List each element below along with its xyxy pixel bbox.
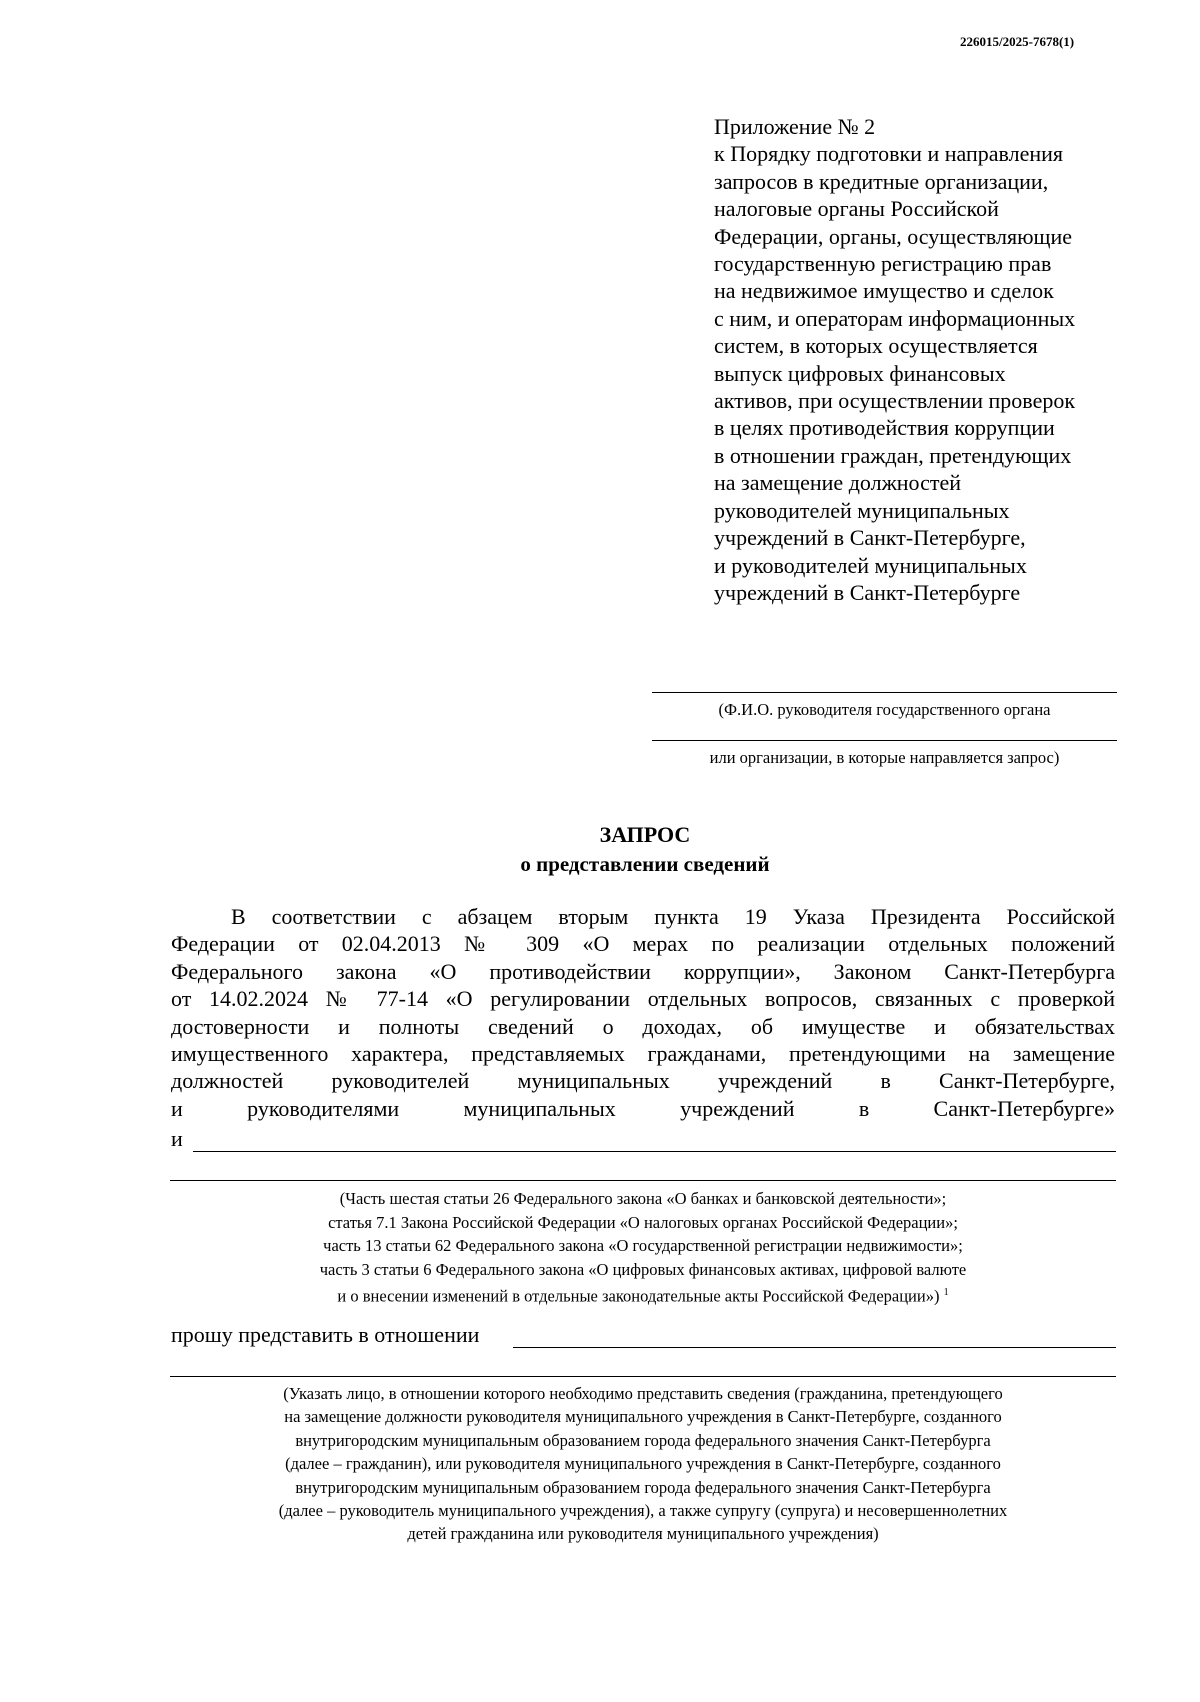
- appendix-line: налоговые органы Российской: [714, 196, 999, 222]
- body-line: В соответствии с абзацем вторым пункта 19 Указа Президента Российской: [231, 904, 1115, 929]
- body-line: Федерации от 02.04.2013 № 309 «О мерах по реализации отдельных положений: [171, 931, 1115, 957]
- document-subtitle: о представлении сведений: [520, 852, 770, 876]
- legal-basis-fill-line[interactable]: [170, 1180, 1116, 1181]
- legal-basis-line: часть 13 статьи 62 Федерального закона «О государственной регистрации недвижимости»;: [323, 1236, 963, 1256]
- appendix-line: в целях противодействия коррупции: [714, 415, 1055, 441]
- appendix-line: и руководителей муниципальных: [714, 552, 1027, 578]
- addressee-fill-line-1[interactable]: [652, 692, 1117, 693]
- body-line: от 14.02.2024 № 77-14 «О регулировании отдельных вопросов, связанных с проверкой: [171, 986, 1115, 1012]
- legal-basis-line: (Часть шестая статьи 26 Федерального закона «О банках и банковской деятельности»;: [339, 1189, 947, 1208]
- and-word: и: [171, 1126, 183, 1151]
- body-line: и руководителями муниципальных учреждений в Санкт-Петербурге»: [171, 1095, 1115, 1121]
- legal-basis-last-text: и о внесении изменений в отдельные законодательные акты Российской Федерации»): [337, 1286, 940, 1306]
- person-note-line: (далее – гражданин), или руководителя муниципального учреждения в Санкт-Петербурге, созданного: [285, 1454, 1001, 1474]
- person-fill-line-1[interactable]: [513, 1347, 1116, 1348]
- request-label: прошу представить в отношении: [171, 1322, 480, 1347]
- person-note-line: на замещение должности руководителя муниципального учреждения в Санкт-Петербурге, созданного: [284, 1407, 1002, 1427]
- body-line: должностей руководителей муниципальных учреждений в Санкт-Петербурге,: [171, 1068, 1115, 1094]
- person-note-line: детей гражданина или руководителя муниципального учреждения): [407, 1524, 879, 1544]
- appendix-line: учреждений в Санкт-Петербурге: [714, 579, 1021, 605]
- appendix-line: в отношении граждан, претендующих: [714, 442, 1072, 468]
- body-paragraph: [171, 903, 1115, 1122]
- appendix-line: выпуск цифровых финансовых: [714, 360, 1006, 386]
- registration-number: 226015/2025-7678(1): [960, 34, 1075, 49]
- person-note-line: (далее – руководитель муниципального учреждения), а также супругу (супруга) и несовершеннолетних: [278, 1501, 1008, 1521]
- body-line: Федерального закона «О противодействии коррупции», Законом Санкт-Петербурга: [171, 958, 1115, 984]
- person-note-line: внутригородским муниципальным образованием города федерального значения Санкт-Петербурга: [295, 1477, 991, 1497]
- appendix-line: систем, в которых осуществляется: [714, 333, 1038, 359]
- appendix-line: запросов в кредитные организации,: [714, 168, 1049, 194]
- addressee-caption-2: или организации, в которые направляется запрос): [709, 748, 1060, 767]
- and-fill-line[interactable]: [193, 1151, 1116, 1152]
- appendix-line: с ним, и операторам информационных: [714, 305, 1076, 331]
- body-line: достоверности и полноты сведений о доходах, об имуществе и обязательствах: [171, 1013, 1115, 1039]
- appendix-header: [714, 113, 1134, 606]
- appendix-line: активов, при осуществлении проверок: [714, 388, 1076, 414]
- person-fill-line-2[interactable]: [170, 1376, 1116, 1377]
- appendix-line: на недвижимое имущество и сделок: [714, 278, 1054, 304]
- appendix-line: руководителей муниципальных: [714, 497, 1010, 523]
- addressee-fill-line-2[interactable]: [652, 740, 1117, 741]
- person-note-line: внутригородским муниципальным образованием города федерального значения Санкт-Петербурга: [295, 1430, 991, 1450]
- addressee-caption-1: (Ф.И.О. руководителя государственного органа: [718, 700, 1051, 719]
- appendix-line: на замещение должностей: [714, 470, 962, 496]
- document-title: ЗАПРОС: [599, 822, 691, 847]
- footnote-mark: 1: [943, 1287, 949, 1299]
- legal-basis-line: [170, 1281, 1116, 1308]
- appendix-line: Федерации, органы, осуществляющие: [714, 223, 1073, 249]
- appendix-line: государственную регистрацию прав: [714, 251, 1052, 277]
- legal-basis-line: часть 3 статьи 6 Федерального закона «О цифровых финансовых активах, цифровой валюте: [319, 1259, 967, 1279]
- appendix-line: к Порядку подготовки и направления: [714, 141, 1064, 167]
- person-note: [170, 1382, 1116, 1546]
- person-note-line: (Указать лицо, в отношении которого необходимо представить сведения (гражданина, претендующего: [283, 1384, 1003, 1403]
- appendix-line: Приложение № 2: [714, 114, 876, 139]
- legal-basis-note: [170, 1187, 1116, 1308]
- legal-basis-line: статья 7.1 Закона Российской Федерации «О налоговых органах Российской Федерации»;: [328, 1212, 958, 1232]
- body-line: имущественного характера, представляемых гражданами, претендующими на замещение: [171, 1041, 1115, 1067]
- appendix-line: учреждений в Санкт-Петербурге,: [714, 525, 1026, 551]
